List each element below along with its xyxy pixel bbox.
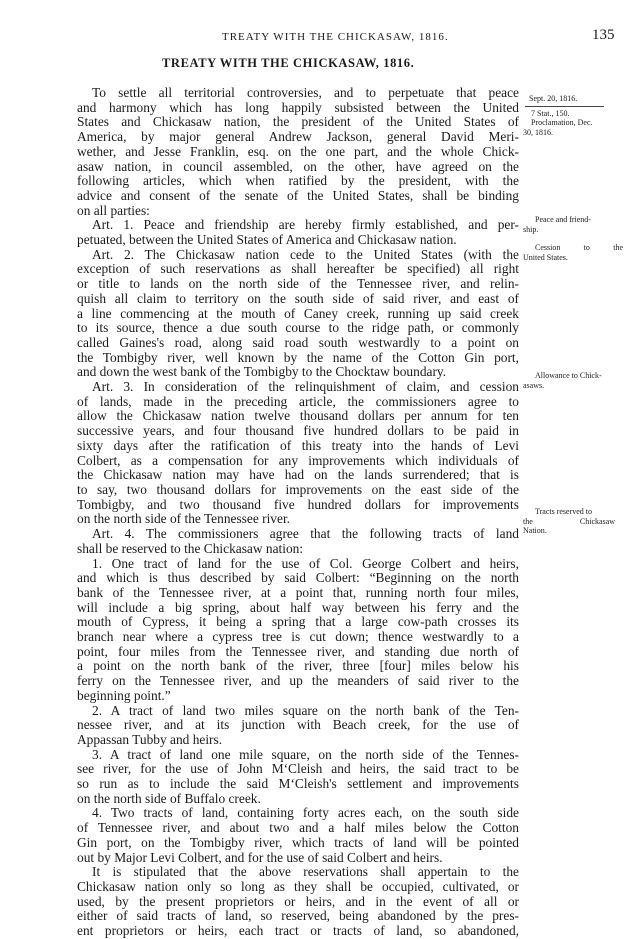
margin-citation-line: Proclamation, Dec. xyxy=(531,118,593,127)
text-line: mouth of Cypress, it being a spring that a large cow-path crosses its xyxy=(77,614,519,630)
page-number: 135 xyxy=(592,27,615,43)
margin-note-cession xyxy=(523,243,626,262)
margin-note-line: Peace and friend- xyxy=(535,215,591,224)
margin-note-line: Tracts reserved to xyxy=(535,507,593,516)
margin-note-peace xyxy=(523,215,626,234)
text-line: following articles, which when ratified by the president, with the xyxy=(77,173,519,189)
margin-note-allowance xyxy=(523,371,626,390)
margin-note-tracts xyxy=(523,507,626,536)
text-line: asaw nation, in council assembled, on the other, have agreed on the xyxy=(77,158,519,174)
text-line: ferry on the Tennessee river, and up the meanders of said river to the xyxy=(77,673,519,689)
text-line: the Tombigby river, well known by the name of the Cotton Gin port, xyxy=(77,349,519,365)
text-line: 4. Two tracts of land, containing forty acres each, on the south side xyxy=(92,805,519,821)
margin-note-line: United States. xyxy=(523,252,568,262)
margin-note-line: Cession to the xyxy=(535,243,623,252)
text-line: Chickasaw nation only so long as they shall be occupied, cultivated, or xyxy=(77,878,519,894)
text-line: exception of such reservations as shall hereafter be specified) all right xyxy=(77,261,519,277)
text-line: of Tennessee river, and about two and a half miles below the Cotton xyxy=(77,820,519,836)
margin-citation-line: 30, 1816. xyxy=(523,127,553,137)
text-line: Gin port, on the Tombigby river, which tracts of land will be pointed xyxy=(77,834,519,850)
text-line: It is stipulated that the above reservations shall appertain to the xyxy=(92,864,519,880)
text-line: 1. One tract of land for the use of Col. George Colbert and heirs, xyxy=(92,555,519,571)
text-line: a line commencing at the mouth of Caney creek, running up said creek xyxy=(77,305,519,321)
margin-date: Sept. 20, 1816. xyxy=(529,94,578,103)
text-line: to its source, thence a due south course to the ridge path, or commonly xyxy=(77,320,519,336)
text-line: and which is thus described by said Colbert: “Beginning on the north xyxy=(77,570,519,586)
margin-note-line: Nation. xyxy=(523,526,547,535)
margin-note-line: the Chickasaw xyxy=(523,516,615,526)
text-line: America, by major general Andrew Jackson, general David Meri- xyxy=(77,129,519,145)
text-line: quish all claim to territory on the south side of said river, and east of xyxy=(77,290,519,306)
margin-note-line: ship. xyxy=(523,224,539,234)
text-line: on all parties: xyxy=(77,202,150,218)
text-line: called Gaines's road, along said road south westwardly to a point on xyxy=(77,334,519,350)
text-line: advice and consent of the senate of the United States, shall be binding xyxy=(77,187,519,203)
margin-note-line: asaws. xyxy=(523,380,545,390)
text-line: will include a big spring, about half way between his ferry and the xyxy=(77,599,519,615)
page-title: TREATY WITH THE CHICKASAW, 1816. xyxy=(162,56,415,70)
text-line: a point on the north bank of the river, three [four] miles below his xyxy=(77,658,519,674)
text-line: beginning point.” xyxy=(77,687,171,703)
text-line: Art. 2. The Chickasaw nation cede to the United States (with the xyxy=(92,246,519,262)
text-line: so run as to include the said M‘Cleish's settlement and improvements xyxy=(77,776,519,792)
margin-citation-line: 7 Stat., 150. xyxy=(531,108,570,118)
treaty-text xyxy=(77,86,519,939)
text-line: ent proprietors or heirs, each tract or tracts of land, so abandoned, xyxy=(77,923,519,939)
text-line: petuated, between the United States of America and Chickasaw nation. xyxy=(77,232,457,248)
margin-rule xyxy=(525,106,604,107)
text-line: wether, and Jesse Franklin, esq. on the one part, and the whole Chick- xyxy=(77,143,519,159)
text-line: on the north side of the Tennessee river. xyxy=(77,511,291,527)
text-line: to say, two thousand dollars for improvements on the east side of the xyxy=(77,481,519,497)
text-line: either of said tracts of land, so reserved, being abandoned by the pres- xyxy=(77,908,519,924)
text-line: Appassan Tubby and heirs. xyxy=(77,731,223,747)
text-line: Colbert, as a compensation for any improvements which individuals of xyxy=(77,452,519,468)
text-line: Art. 3. In consideration of the relinquishment of claim, and cession xyxy=(92,379,519,395)
text-line: nessee river, and at its junction with Beach creek, for the use of xyxy=(77,717,519,733)
text-line: and down the west bank of the Tombigby to the Chocktaw boundary. xyxy=(77,364,447,380)
text-line: out by Major Levi Colbert, and for the use of said Colbert and heirs. xyxy=(77,849,443,865)
text-line: of lands, made in the preceding article, the commissioners agree to xyxy=(77,393,519,409)
text-line: shall be reserved to the Chickasaw nation: xyxy=(77,540,304,556)
text-line: Art. 4. The commissioners agree that the following tracts of land xyxy=(92,526,519,542)
text-line: 3. A tract of land one mile square, on the north side of the Tennes- xyxy=(92,746,519,762)
text-line: used, by the present proprietors or heirs, and in the event of all or xyxy=(77,893,519,909)
text-line: bank of the Tennessee river, at a point that, running north four miles, xyxy=(77,584,519,600)
text-line: allow the Chickasaw nation twelve thousand dollars per annum for ten xyxy=(77,408,519,424)
text-line: the Chickasaw nation may have had on the lands surrendered; that is xyxy=(77,467,519,483)
text-line: Tombigby, and two thousand five hundred dollars for improvements xyxy=(77,496,519,512)
text-line: successive years, and four thousand five hundred dollars to be paid in xyxy=(77,423,519,439)
text-line: 2. A tract of land two miles square on the north bank of the Ten- xyxy=(92,702,519,718)
text-line: branch near where a cypress tree is cut down; thence westwardly to a xyxy=(77,629,519,645)
text-line: point, four miles from the Tennessee river, and standing due north of xyxy=(77,643,519,659)
margin-note-line: Allowance to Chick- xyxy=(535,371,602,380)
margin-note-date xyxy=(523,94,626,137)
text-line: To settle all territorial controversies, and to perpetuate that peace xyxy=(92,85,519,100)
text-line: on the north side of Buffalo creek. xyxy=(77,790,261,806)
text-line: States and Chickasaw nation, the president of the United States of xyxy=(77,114,519,130)
text-line: sixty days after the ratification of this treaty into the hands of Levi xyxy=(77,437,519,453)
text-line: Art. 1. Peace and friendship are hereby firmly established, and per- xyxy=(92,217,519,233)
text-line: and harmony which has long happily subsisted between the United xyxy=(77,99,519,115)
text-line: see river, for the use of John M‘Cleish and heirs, the said tract to be xyxy=(77,761,519,777)
text-line: or title to lands on the north side of the Tennessee river, and relin- xyxy=(77,276,519,292)
running-head: TREATY WITH THE CHICKASAW, 1816. xyxy=(222,31,449,43)
